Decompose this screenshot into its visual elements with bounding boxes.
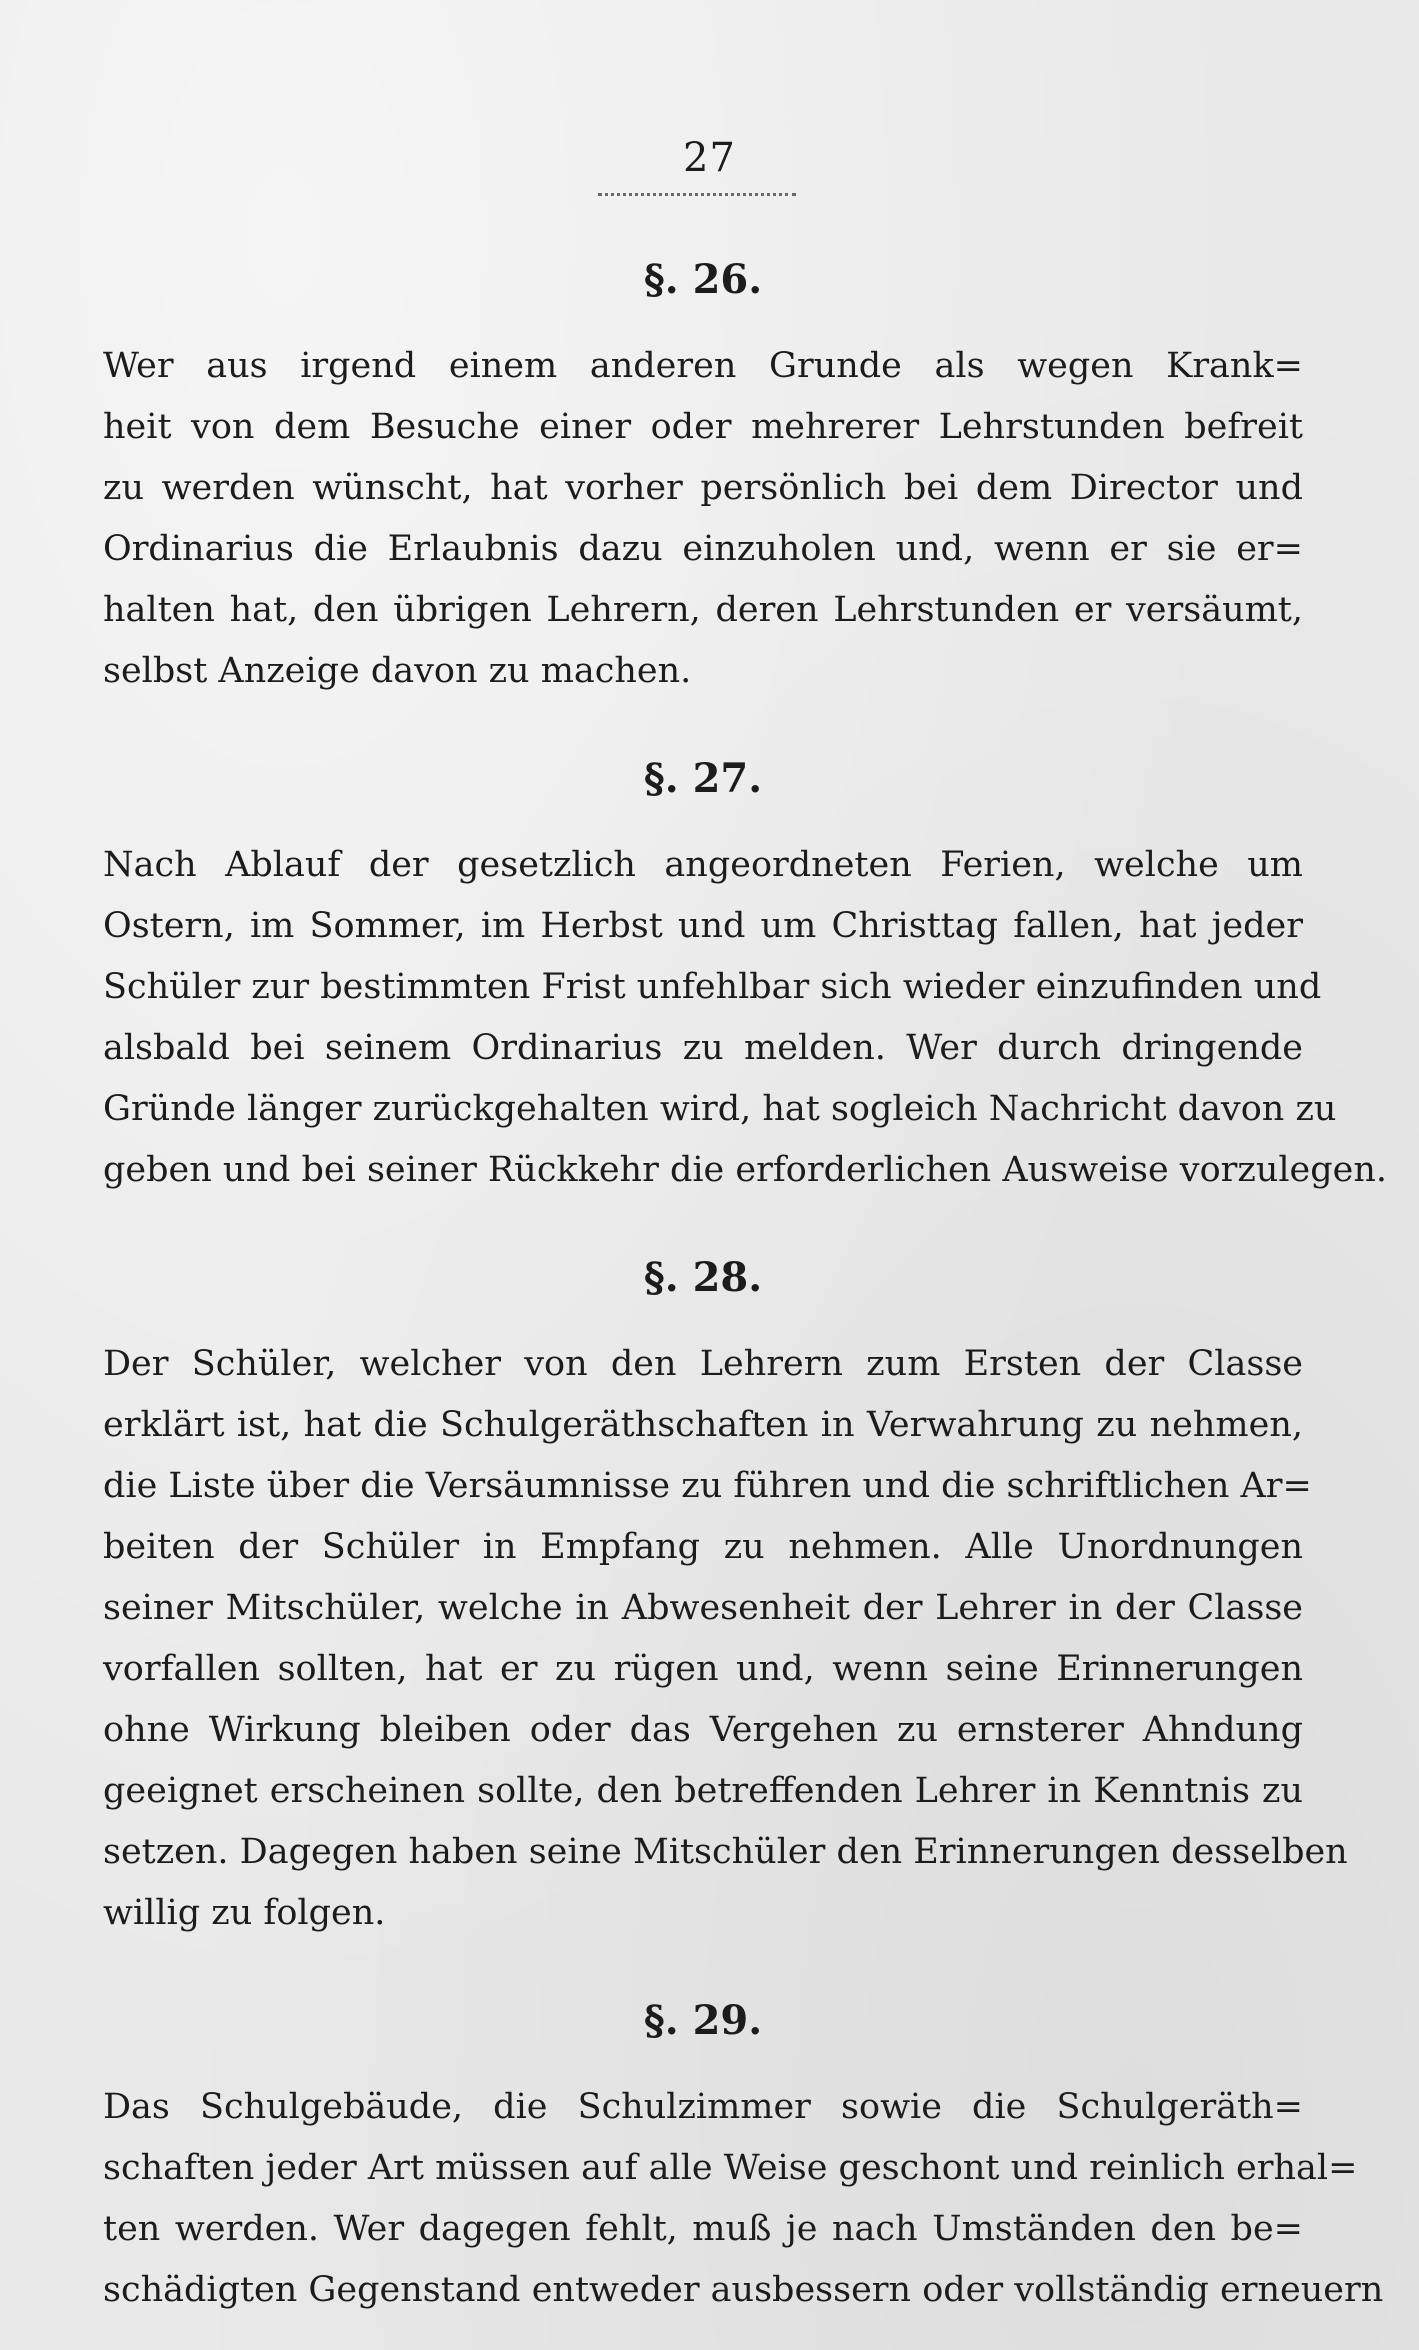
text-line: erklärt ist, hat die Schulgeräthschaften in Verwahrung zu nehmen, [103, 1405, 1303, 1445]
section-heading: §. 28. [643, 1254, 763, 1301]
text-line: alsbald bei seinem Ordinarius zu melden. Wer durch dringende [103, 1028, 1303, 1068]
section-27 [103, 749, 1388, 1248]
section-heading: §. 29. [643, 1997, 763, 2044]
page-number: 27 [683, 135, 736, 181]
text-line: willig zu folgen. [103, 1893, 386, 1933]
text-line: die Liste über die Versäumnisse zu führen und die schriftlichen Ar= [103, 1466, 1312, 1506]
text-line: Der Schüler, welcher von den Lehrern zum Ersten der Classe [103, 1344, 1303, 1384]
section-28 [103, 1248, 1348, 1991]
text-line: beiten der Schüler in Empfang zu nehmen. Alle Unordnungen [103, 1527, 1303, 1567]
section-29 [103, 1991, 1384, 2321]
text-line: ten werden. Wer dagegen fehlt, muß je nach Umständen den be= [103, 2209, 1303, 2249]
text-line: Schüler zur bestimmten Frist unfehlbar sich wieder einzufinden und [103, 967, 1322, 1007]
text-line: seiner Mitschüler, welche in Abwesenheit der Lehrer in der Classe [103, 1588, 1303, 1628]
text-line: Gründe länger zurückgehalten wird, hat sogleich Nachricht davon zu [103, 1089, 1337, 1129]
text-line: schaften jeder Art müssen auf alle Weise geschont und reinlich erhal= [103, 2148, 1358, 2188]
text-line: Ordinarius die Erlaubnis dazu einzuholen und, wenn er sie er= [103, 529, 1303, 569]
paragraph [103, 835, 1388, 1201]
section-26 [103, 250, 1303, 749]
text-line: ohne Wirkung bleiben oder das Vergehen zu ernsterer Ahndung [103, 1710, 1303, 1750]
text-line: vorfallen sollten, hat er zu rügen und, wenn seine Erinnerungen [103, 1649, 1303, 1689]
paragraph [103, 336, 1303, 702]
paragraph [103, 2077, 1384, 2321]
text-line: setzen. Dagegen haben seine Mitschüler den Erinnerungen desselben [103, 1832, 1348, 1872]
paragraph [103, 1334, 1348, 1944]
text-line: geben und bei seiner Rückkehr die erforderlichen Ausweise vorzulegen. [103, 1150, 1388, 1190]
text-line: zu werden wünscht, hat vorher persönlich bei dem Director und [103, 468, 1303, 508]
text-line: Nach Ablauf der gesetzlich angeordneten Ferien, welche um [103, 845, 1303, 885]
text-line: Ostern, im Sommer, im Herbst und um Christtag fallen, hat jeder [103, 906, 1303, 946]
section-heading: §. 26. [643, 256, 763, 303]
page-content [103, 250, 1388, 2321]
text-line: schädigten Gegenstand entweder ausbessern oder vollständig erneuern [103, 2270, 1384, 2310]
section-heading: §. 27. [643, 755, 763, 802]
text-line: geeignet erscheinen sollte, den betreffenden Lehrer in Kenntnis zu [103, 1771, 1303, 1811]
header-rule [598, 193, 796, 196]
text-line: Das Schulgebäude, die Schulzimmer sowie die Schulgeräth= [103, 2087, 1303, 2127]
text-line: halten hat, den übrigen Lehrern, deren Lehrstunden er versäumt, [103, 590, 1303, 630]
text-line: selbst Anzeige davon zu machen. [103, 651, 692, 691]
text-line: Wer aus irgend einem anderen Grunde als wegen Krank= [103, 346, 1303, 386]
text-line: heit von dem Besuche einer oder mehrerer Lehrstunden befreit [103, 407, 1303, 447]
